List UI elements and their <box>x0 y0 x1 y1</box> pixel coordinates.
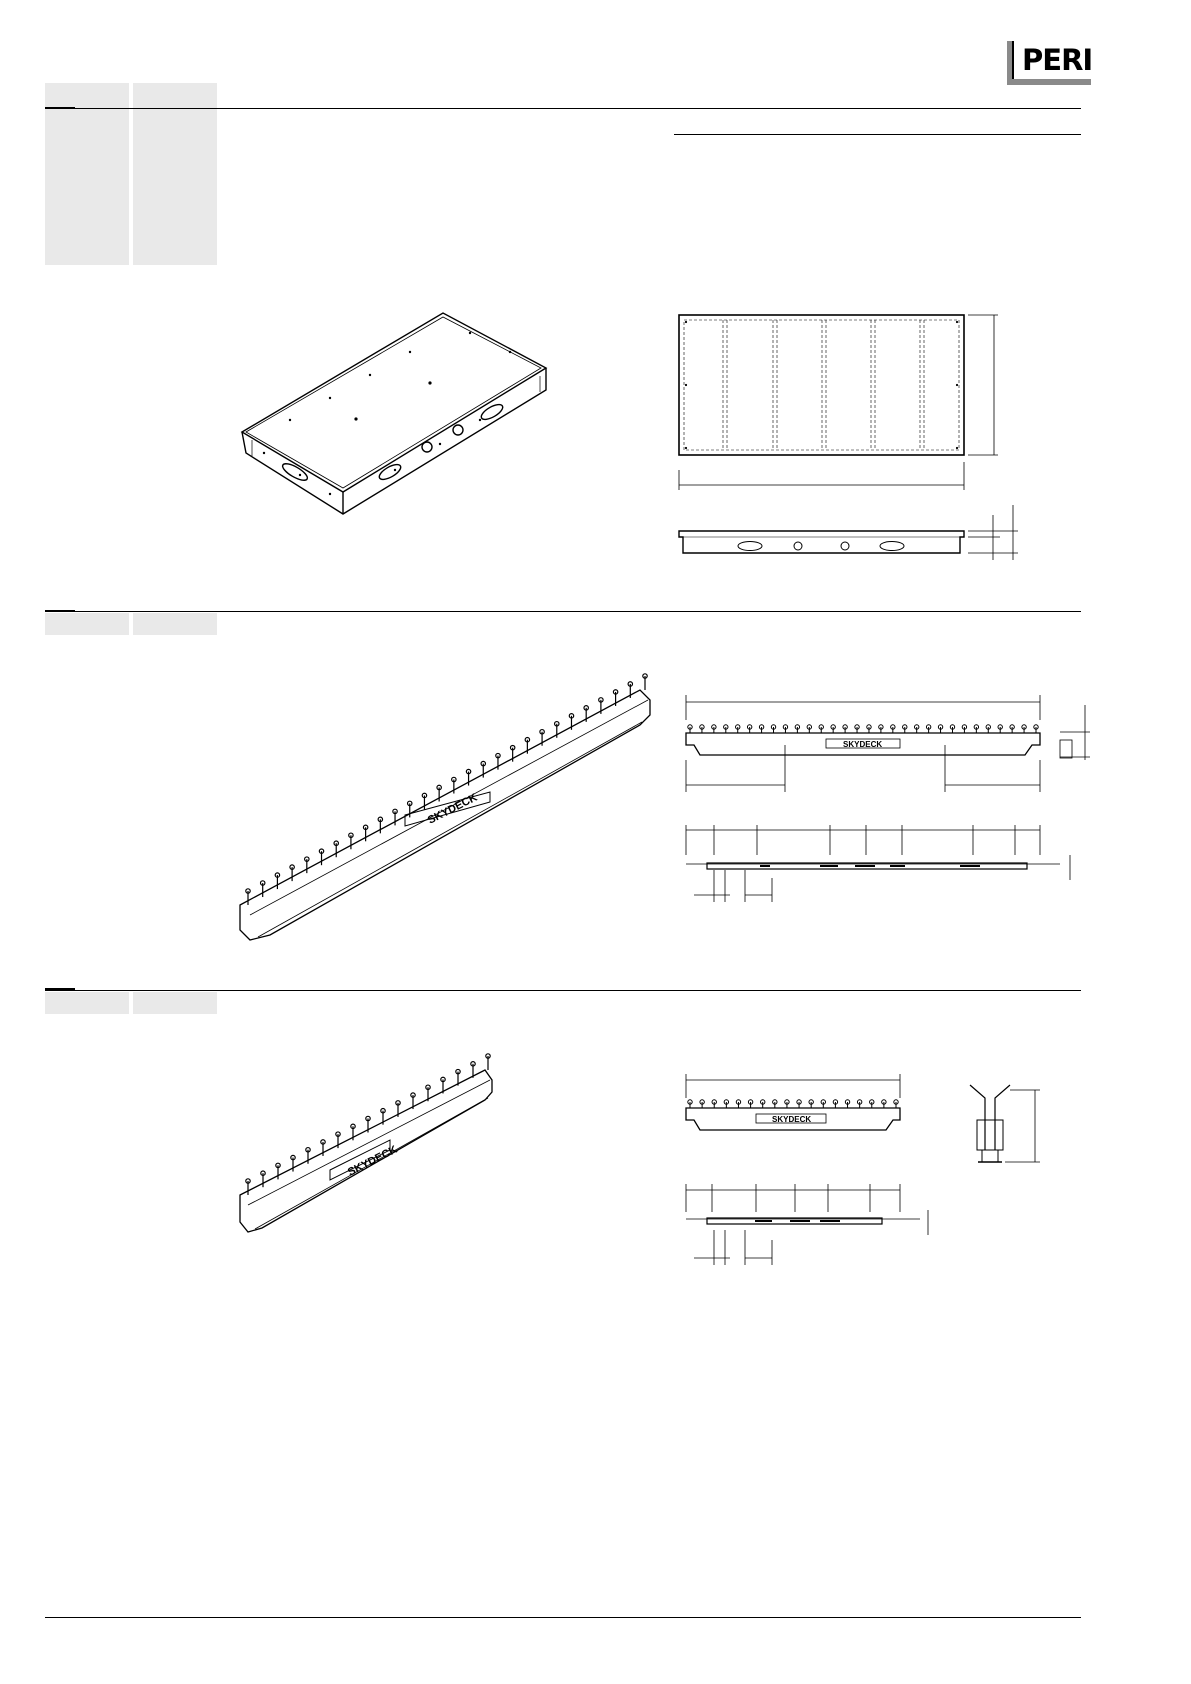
beam-short-elevation-label: SKYDECK <box>772 1115 812 1124</box>
beam-elevation-label: SKYDECK <box>843 740 883 749</box>
logo-text: PERI <box>1022 43 1093 77</box>
footer-rule <box>45 1617 1081 1618</box>
beam-short-label: SKYDECK <box>345 1143 400 1179</box>
beam-long-label: SKYDECK <box>425 791 480 827</box>
